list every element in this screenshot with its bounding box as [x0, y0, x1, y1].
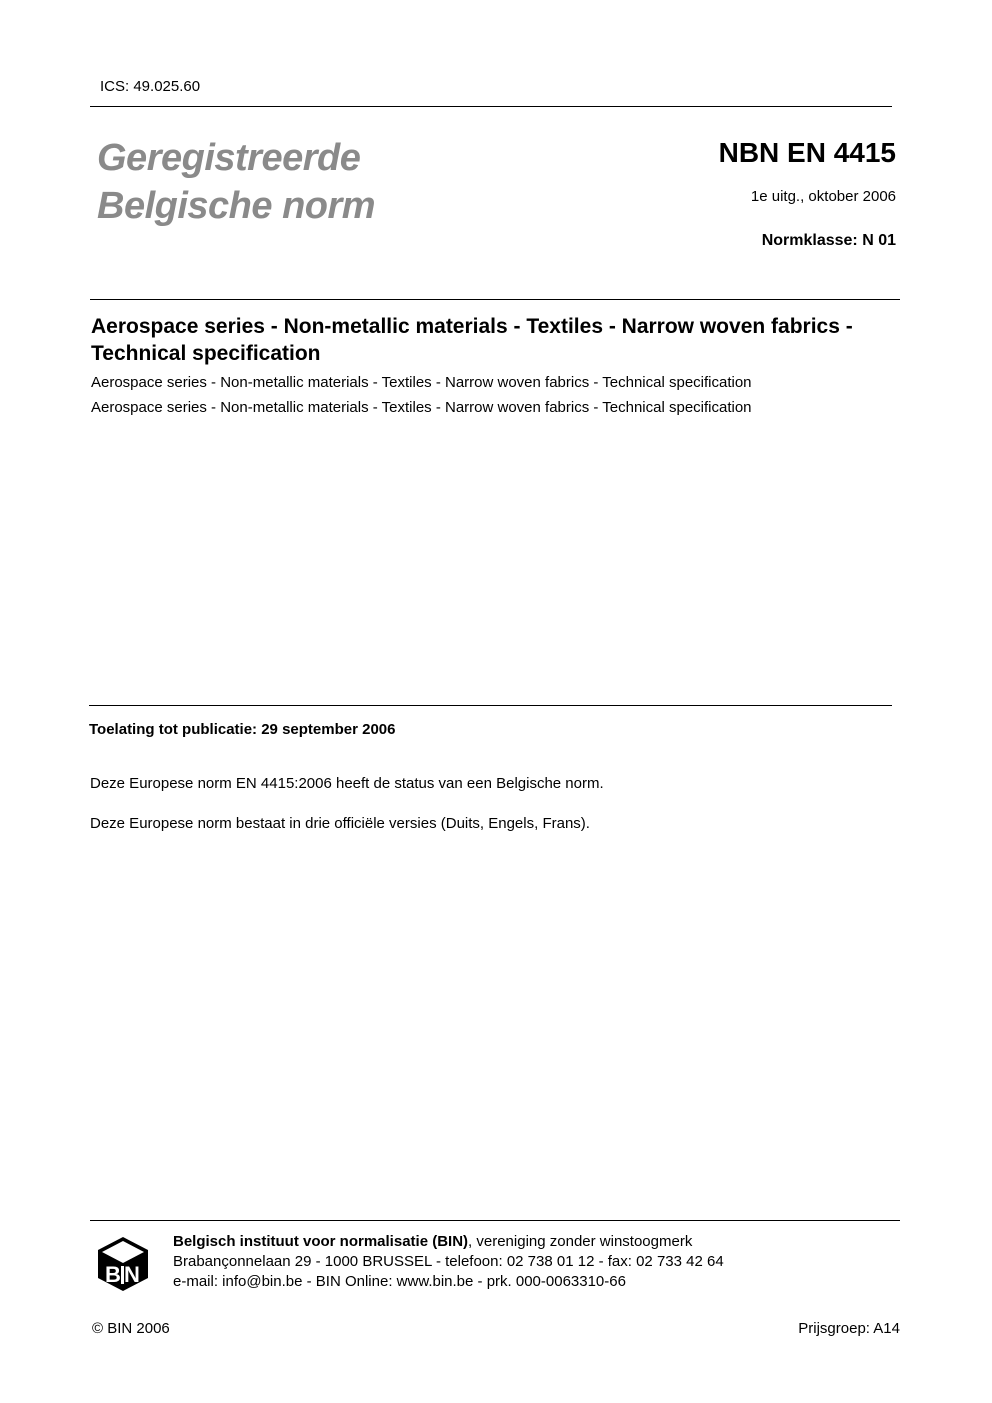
footer-org-line — [173, 1233, 692, 1250]
publication-divider — [89, 705, 892, 706]
status-statement: Deze Europese norm EN 4415:2006 heeft de status van een Belgische norm. — [90, 775, 604, 792]
copyright: © BIN 2006 — [92, 1320, 170, 1337]
title-divider — [90, 299, 900, 300]
price-group: Prijsgroep: A14 — [798, 1320, 900, 1337]
footer-contact: e-mail: info@bin.be - BIN Online: www.bin.be - prk. 000-0063310-66 — [173, 1273, 626, 1290]
footer-address: Brabançonnelaan 29 - 1000 BRUSSEL - telefoon: 02 738 01 12 - fax: 02 733 42 64 — [173, 1253, 724, 1270]
main-title: Aerospace series - Non-metallic materials - Textiles - Narrow woven fabrics - Technical specification — [91, 315, 853, 365]
org-name: Belgisch instituut voor normalisatie (BIN) — [173, 1233, 469, 1250]
org-description: , vereniging zonder winstoogmerk — [468, 1233, 693, 1250]
svg-text:N: N — [124, 1262, 140, 1287]
footer-divider — [90, 1220, 900, 1221]
bin-logo-lettering: B — [105, 1262, 121, 1287]
ics-code: ICS: 49.025.60 — [100, 78, 201, 95]
header-divider — [90, 106, 892, 107]
versions-statement: Deze Europese norm bestaat in drie officiële versies (Duits, Engels, Frans). — [90, 815, 590, 832]
alternate-title-1: Aerospace series - Non-metallic materials - Textiles - Narrow woven fabrics - Technical specification — [91, 374, 752, 391]
norm-class: Normklasse: N 01 — [761, 232, 896, 249]
standard-number: NBN EN 4415 — [718, 137, 896, 168]
bin-logo-icon — [97, 1236, 149, 1292]
alternate-title-2: Aerospace series - Non-metallic materials - Textiles - Narrow woven fabrics - Technical specification — [91, 399, 752, 416]
approval-date: Toelating tot publicatie: 29 september 2006 — [89, 721, 396, 738]
edition-info: 1e uitg., oktober 2006 — [750, 188, 896, 205]
document-type-title-line1: Geregistreerde — [97, 137, 361, 179]
document-type-title-line2: Belgische norm — [97, 185, 376, 227]
